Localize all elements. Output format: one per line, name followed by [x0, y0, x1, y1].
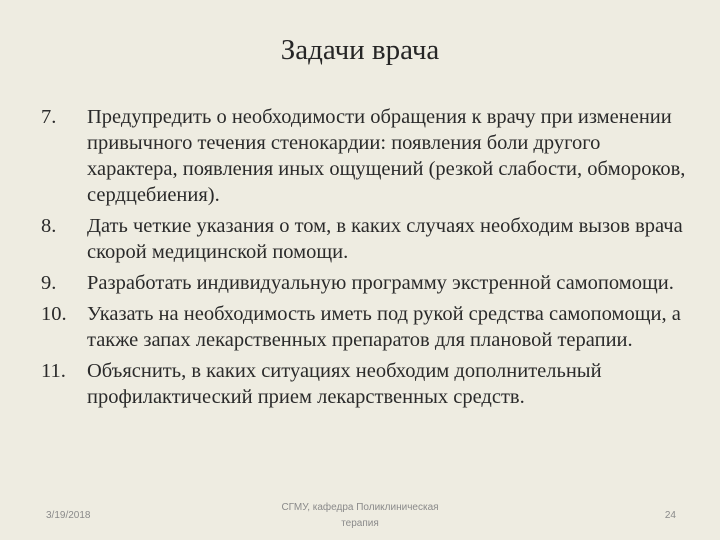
list-item [41, 301, 693, 353]
footer-department [250, 500, 470, 532]
task-list [41, 104, 693, 415]
list-item [41, 358, 693, 410]
list-item-text: Объяснить, в каких ситуациях необходим дополнительный профилактический прием лекарственных средств. [87, 360, 602, 408]
list-item [41, 270, 693, 296]
list-item-text: Указать на необходимость иметь под рукой средства самопомощи, а также запах лекарственных препаратов для плановой терапии. [87, 303, 681, 351]
list-item-text: Предупредить о необходимости обращения к врачу при изменении привычного течения стенокардии: появления боли другого характера, появления иных ощущений (резкой слабости, обмороков, сердцебиения). [87, 106, 686, 206]
list-item-number: 7. [41, 106, 57, 128]
list-item-number: 9. [41, 272, 57, 294]
list-item-number: 8. [41, 215, 57, 237]
footer-date: 3/19/2018 [46, 510, 91, 521]
page-number: 24 [664, 510, 676, 521]
footer-department-line2: терапия [341, 518, 379, 529]
list-item [41, 213, 693, 265]
slide-title: Задачи врача [280, 34, 440, 66]
list-item [41, 104, 693, 208]
list-item-number: 10. [41, 303, 67, 325]
list-item-number: 11. [41, 360, 66, 382]
list-item-text: Дать четкие указания о том, в каких случаях необходим вызов врача скорой медицинской помощи. [87, 215, 683, 263]
footer-department-line1: СГМУ, кафедра Поликлиническая [281, 502, 439, 513]
list-item-text: Разработать индивидуальную программу экстренной самопомощи. [87, 272, 674, 294]
